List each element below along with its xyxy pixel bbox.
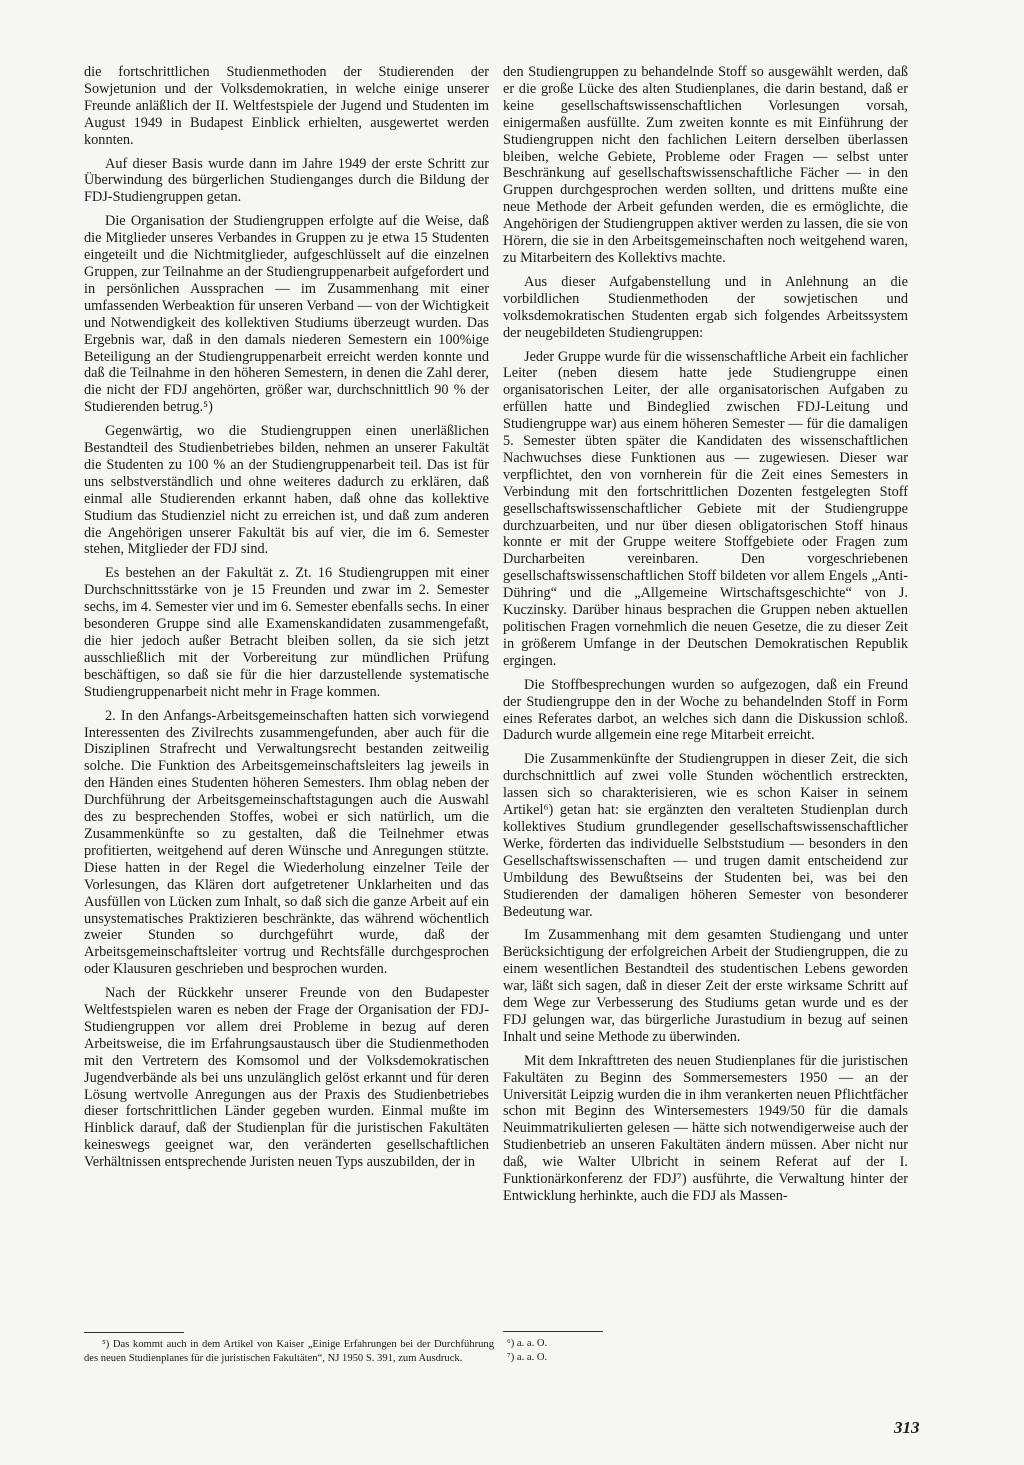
paragraph: Die Stoffbesprechungen wurden so aufgezogen, daß ein Freund der Studiengruppe den in der Woche zu behandelnden Stoff in Form eines Referates darbot, an welches sich dann die Diskussion schloß. Dadurch wurde allgemein eine rege Mitarbeit erreicht. (503, 676, 908, 744)
right-column (503, 64, 908, 1212)
paragraph: Mit dem Inkrafttreten des neuen Studienplanes für die juristischen Fakultäten zu Beginn des Sommersemesters 1950 — an der Universität Leipzig wurden die in ihm verankerten neuen Pflichtfächer schon mit Beginn des Wintersemesters 1949/50 für die damals Neuimmatrikulierten gelesen — hätte sich notwendigerweise auch der Studienbetrieb an unseren Fakultäten ändern müssen. Aber nicht nur daß, wie Walter Ulbricht in seinem Referat auf der I. Funktionärkonferenz der FDJ⁷) ausführte, die Verwaltung hinter der Entwicklung herhinkte, auch die FDJ als Massen- (503, 1052, 908, 1204)
footnotes-right (503, 1337, 913, 1364)
paragraph: 2. In den Anfangs-Arbeitsgemeinschaften hatten sich vorwiegend Interessenten des Zivilrechts zusammengefunden, aber auch für die Disziplinen Strafrecht und Verwaltungsrecht bestanden zeitweilig solche. Die Funktion des Arbeitsgemeinschaftsleiters lag jeweils in den Händen eines Studenten höheren Semesters. Ihm oblag neben der Durchführung der Arbeitsgemeinschaftstagungen auch die Auswahl des zu besprechenden Stoffes, wobei er sich natürlich, um die Zusammenkünfte so zu gestalten, daß die Teilnehmer etwas profitierten, weitgehend auf deren Wünsche und Anregungen stützte. Diese hatten in der Regel die Wiederholung einzelner Teile der Vorlesungen, das Klären dort aufgetretener Unklarheiten und das Ausfüllen von Lücken zum Inhalt, so daß sich die ganze Arbeit auf ein unsystematisches Praktizieren beschränkte, das während wöchentlich zweier Stunden so durchgeführt wurde, daß der Arbeitsgemeinschaftsleiter vortrug und Rechtsfälle durchgesprochen oder Klausuren geschrieben und besprochen wurden. (84, 707, 489, 978)
paragraph: Jeder Gruppe wurde für die wissenschaftliche Arbeit ein fachlicher Leiter (neben diesem hatte jede Studiengruppe einen organisatorischen Leiter, der alle organisatorischen Aufgaben zu erfüllen hatte und Bindeglied zwischen FDJ-Leitung und Studiengruppe war) aus einem höheren Semester — für die damaligen 5. Semester übten später die Kandidaten des wissenschaftlichen Nachwuchses diese Funktionen aus — zugewiesen. Dieser war verpflichtet, den von vornherein für die Zeit eines Semesters in Verbindung mit den fortschrittlichen Dozenten festgelegten Stoff gesellschaftswissenschaftlicher Gebiete mit der Studiengruppe durchzuarbeiten, und nur über diesen obligatorischen Stoff hinaus konnte er mit der Gruppe weitere Stoffgebiete oder Fragen zum Durcharbeiten vereinbaren. Den vorgeschriebenen gesellschaftswissenschaftlichen Stoff bildeten vor allem Engels „Anti-Dühring“ und die „Allgemeine Wirtschaftsgeschichte“ von J. Kuczinsky. Darüber hinaus besprachen die Gruppen neben aktuellen politischen Fragen vornehmlich die neuen Gesetze, die zu dieser Zeit in größerem Umfange in der Deutschen Demokratischen Republik ergingen. (503, 348, 908, 669)
footnote: ⁷) a. a. O. (507, 1351, 548, 1363)
paragraph: Es bestehen an der Fakultät z. Zt. 16 Studiengruppen mit einer Durchschnittsstärke von je 15 Freunden und zwar im 2. Semester sechs, im 4. Semester vier und im 6. Semester ebenfalls sechs. In einer besonderen Gruppe sind alle Examenskandidaten zusammengefaßt, die hier jedoch außer Betracht bleiben sollen, da sie sich jetzt ausschließlich mit der Vorbereitung zur mündlichen Prüfung beschäftigen, so daß sie für die hier darzustellende systematische Studiengruppenarbeit nicht mehr in Frage kommen. (84, 565, 489, 700)
footnote-divider (503, 1331, 603, 1332)
paragraph: Die Zusammenkünfte der Studiengruppen in dieser Zeit, die sich durchschnittlich auf zwei volle Stunden wöchentlich erstreckten, lassen sich so charakterisieren, wie es schon Kaiser in seinem Artikel⁶) getan hat: sie ergänzten den veralteten Studienplan durch kollektives Studium grundlegender gesellschaftswissenschaftlicher Werke, förderten das individuelle Selbststudium — besonders in den Gesellschaftswissenschaften — und trugen damit entscheidend zur Umbildung des Bewußtseins der Studenten bei, was bei den Studierenden der damaligen höheren Semester von besonderer Bedeutung war. (503, 751, 908, 920)
paragraph: Im Zusammenhang mit dem gesamten Studiengang und unter Berücksichtigung der erfolgreichen Arbeit der Studiengruppen, die zu einem wesentlichen Bestandteil des studentischen Lebens geworden war, läßt sich sagen, daß in dieser Zeit der erste wirksame Schritt auf dem Wege zur Verbesserung des Studiums getan wurde und es der FDJ gelungen war, das bürgerliche Jurastudium in bezug auf seinen Inhalt und seine Methode zu überwinden. (503, 927, 908, 1045)
paragraph: die fortschrittlichen Studienmethoden der Studierenden der Sowjetunion und der Volksdemokratien, in welche einige unserer Freunde anläßlich der II. Weltfestspiele der Jugend und Studenten im August 1949 in Budapest Einblick erhielten, ausgewertet werden konnten. (84, 64, 489, 148)
paragraph: Aus dieser Aufgabenstellung und in Anlehnung an die vorbildlichen Studienmethoden der sowjetischen und volksdemokratischen Studenten ergab sich folgendes Arbeitssystem der neugebildeten Studiengruppen: (503, 273, 908, 341)
page-number: 313 (894, 1418, 920, 1437)
paragraph: Nach der Rückkehr unserer Freunde von den Budapester Weltfestspielen waren es neben der Frage der Organisation der FDJ-Studiengruppen vor allem drei Probleme in bezug auf deren Arbeitsweise, die im Erfahrungsaustausch über die Studienmethoden mit den Vertretern des Komsomol und der Volksdemokratischen Jugendverbände als bei uns unzulänglich gelöst erkannt und für deren Lösung wertvolle Anregungen aus der Praxis des Studienbetriebes dieser fortschrittlichen Länder gegeben wurden. Einmal mußte im Hinblick darauf, daß der Studienplan für die juristischen Fakultäten keineswegs geeignet war, den veränderten gesellschaftlichen Verhältnissen entsprechende Juristen neuen Typs auszubilden, der in (84, 985, 489, 1171)
footnote: ⁶) a. a. O. (507, 1338, 548, 1349)
paragraph: Auf dieser Basis wurde dann im Jahre 1949 der erste Schritt zur Überwindung des bürgerlichen Studienganges durch die Bildung der FDJ-Studiengruppen getan. (84, 155, 489, 206)
footnote-divider (84, 1332, 184, 1333)
footnotes-left (84, 1338, 494, 1365)
paragraph: Gegenwärtig, wo die Studiengruppen einen unerläßlichen Bestandteil des Studienbetriebes bilden, nehmen an unserer Fakultät die Studenten zu 100 % an der Studiengruppenarbeit teil. Das ist für uns selbstverständlich und ohne weiteres dadurch zu erklären, daß einmal alle Studierenden erkannt haben, daß ohne das kollektive Studium das Studienziel nicht zu erreichen ist, und daß zum anderen die Angehörigen unserer Fakultät bis auf vier, die im 6. Semester stehen, Mitglieder der FDJ sind. (84, 423, 489, 558)
footnote: ⁵) Das kommt auch in dem Artikel von Kaiser „Einige Erfahrungen bei der Durchführung des neuen Studienplanes für die juristischen Fakultäten“, NJ 1950 S. 391, zum Ausdruck. (84, 1339, 494, 1364)
paragraph: den Studiengruppen zu behandelnde Stoff so ausgewählt werden, daß er die große Lücke des alten Studienplanes, die darin bestand, daß er keine gesellschaftswissenschaftlichen Vorlesungen vorsah, einigermaßen ausfüllte. Zum zweiten konnte es mit Einführung der Studiengruppen nicht den fachlichen Leitern derselben überlassen bleiben, welche Gebiete, Probleme oder Fragen — selbst unter Beschränkung auf gesellschaftswissenschaftliche Fächer — in den Gruppen durchgesprochen werden sollten, und drittens mußte eine neue Methode der Arbeit gefunden werden, die es ermöglichte, die Angehörigen der Studiengruppen aktiver werden zu lassen, die sie von Hörern, die sie in den Arbeitsgemeinschaften noch weitgehend waren, zu Mitarbeitern des Kollektivs machte. (503, 64, 908, 266)
left-column (84, 64, 489, 1178)
paragraph: Die Organisation der Studiengruppen erfolgte auf die Weise, daß die Mitglieder unseres Verbandes in Gruppen zu je etwa 15 Studenten eingeteilt und die Nichtmitglieder, aufgeschlüsselt auf die einzelnen Gruppen, zur Teilnahme an der Studiengruppenarbeit aufgefordert und in persönlichen Aussprachen — im Zusammenhang mit einer umfassenden Werbeaktion für unseren Verband — von der Wichtigkeit und Notwendigkeit des kollektiven Studiums überzeugt wurden. Das Ergebnis war, daß in den damals niederen Semestern ein 100%ige Beteiligung an der Studiengruppenarbeit erreicht werden konnte und daß die Teilnahme in den höheren Semestern, in denen die Zahl derer, die nicht der FDJ angehörten, größer war, durchschnittlich 90 % der Studierenden betrug.⁵) (84, 213, 489, 416)
